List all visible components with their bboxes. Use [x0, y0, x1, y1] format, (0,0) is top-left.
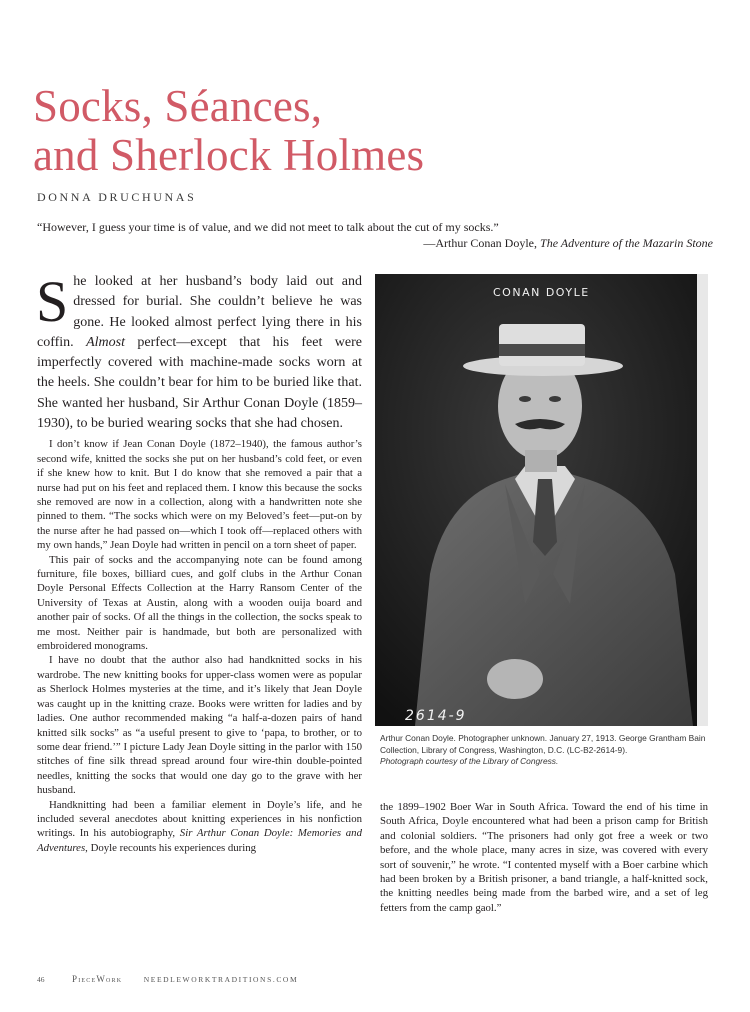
left-column	[36, 269, 362, 855]
lead-text-b: perfect—except that his feet were imperfectly covered with machine-made socks worn at the heels. She couldn’t bear for him to be buried like that. She wanted her husband, Sir Arthur Conan Doyle (1859–1930), to be buried wearing socks that she had chosen.	[37, 334, 362, 432]
eye-left	[519, 396, 531, 402]
neck	[525, 450, 557, 472]
photo-label-bottom: 2614-9	[405, 708, 467, 724]
epigraph-attribution-work: The Adventure of the Mazarin Stone	[540, 236, 713, 250]
photo-edge	[697, 274, 708, 726]
body-paragraph-4-a: Handknitting had been a familiar element in Doyle’s life, and he included several anecdotes about knitting experiences in his nonfiction writings. In his autobiography,	[37, 798, 362, 840]
body-paragraph-5: the 1899–1902 Boer War in South Africa. Toward the end of his time in South Africa, Doyle encountered what had been a prison camp for British and colonial soldiers. “The prisoners had only got free a week or two before, and the whole place, many acres in size, was covered with every sort of souvenir,” he wrote. “I contented myself with a Boer carbine which had been broken by a British prisoner, a band triangle, a half-knitted sock, the knitting needles being made from the barbed wire, and a set of leg fetters from the camp gaol.”	[380, 801, 708, 914]
epigraph	[37, 219, 713, 251]
drop-cap: S	[36, 269, 69, 334]
body-paragraph-4	[37, 798, 362, 856]
author-byline: DONNA DRUCHUNAS	[37, 190, 197, 204]
body-paragraph-3: I have no doubt that the author also had handknitted socks in his wardrobe. The new knitting books for upper-class women were as popular as Sherlock Holmes mysteries at the time, and it’s likely that Jean Doyle was caught up in the knitting craze. Books were written for ladies and by ladies. One author recommended making “a half-a-dozen pairs of hand knitted silk socks” as “a useful present to give to ‘papa, to brother, or to some dear friend.’” I picture Lady Jean Doyle sitting in the parlor with 150 stitches of fine silk thread spread around four wire-thin double-pointed needles, knitting the socks that would one day go to the grave with her husband.	[37, 654, 362, 797]
caption-credit: Photograph courtesy of the Library of Congress.	[380, 756, 559, 766]
photo-label-top: CONAN DOYLE	[493, 286, 590, 299]
caption-text: Arthur Conan Doyle. Photographer unknown. January 27, 1913. George Grantham Bain Collection, Library of Congress, Washington, D.C. (LC-B2-2614-9).	[380, 733, 706, 755]
lead-paragraph	[36, 269, 362, 434]
body-paragraph-4-b: , Doyle recounts his experiences during	[85, 841, 257, 854]
magazine-brand: PieceWork	[71, 974, 123, 984]
hand	[487, 659, 543, 699]
right-column	[380, 800, 708, 915]
lead-text-a: he looked at her husband’s body laid out and dressed for burial. She couldn’t believe he was gone. He looked almost perfect lying there in his coffin.	[37, 274, 362, 350]
body-paragraph-1: I don’t know if Jean Conan Doyle (1872–1940), the famous author’s second wife, knitted the socks she put on her husband’s cold feet, or even if she knew how to knit. But I do know that she removed a pair that a nurse had put on his feet and replaced them. I know this because the socks she removed are now in a collection, along with a handwritten note she pinned to them. “The socks which were on my Beloved’s feet—put-on by the nurse after he had passed on—which I took off—replaced others with my own hands,” Jean Doyle had written in pencil on a torn sheet of paper.	[37, 438, 362, 552]
hat-band	[499, 344, 585, 356]
autobiography-title: Sir Arthur Conan Doyle: Memories and Adventures	[37, 827, 362, 854]
body-paragraph-2: This pair of socks and the accompanying note can be found among furniture, file boxes, billiard cues, and golf clubs in the Arthur Conan Doyle Personal Effects Collection at the Harry Ransom Center of the University of Texas at Austin, along with a wooden ouija board and another pair of socks. Of all the things in the collection, the socks speak to me most. Neither pair is handmade, but both are personalized with embroidered monograms.	[37, 553, 362, 653]
article-title-line-2: and Sherlock Holmes	[33, 130, 425, 180]
portrait-illustration	[375, 274, 708, 726]
photo-caption	[380, 733, 710, 768]
page-number: 46	[37, 975, 45, 984]
portrait-photo	[375, 274, 708, 726]
website: NEEDLEWORKTRADITIONS.COM	[143, 975, 299, 984]
epigraph-quote: “However, I guess your time is of value, and we did not meet to talk about the cut of my socks.”	[37, 220, 499, 234]
page-footer	[37, 974, 298, 984]
eye-right	[549, 396, 561, 402]
epigraph-attribution-author: —Arthur Conan Doyle,	[423, 236, 541, 250]
epigraph-attribution	[37, 235, 713, 251]
body-text	[37, 437, 362, 855]
article-title	[33, 82, 424, 180]
article-title-line-1: Socks, Séances,	[33, 81, 323, 131]
lead-text-italic: Almost	[86, 334, 125, 350]
